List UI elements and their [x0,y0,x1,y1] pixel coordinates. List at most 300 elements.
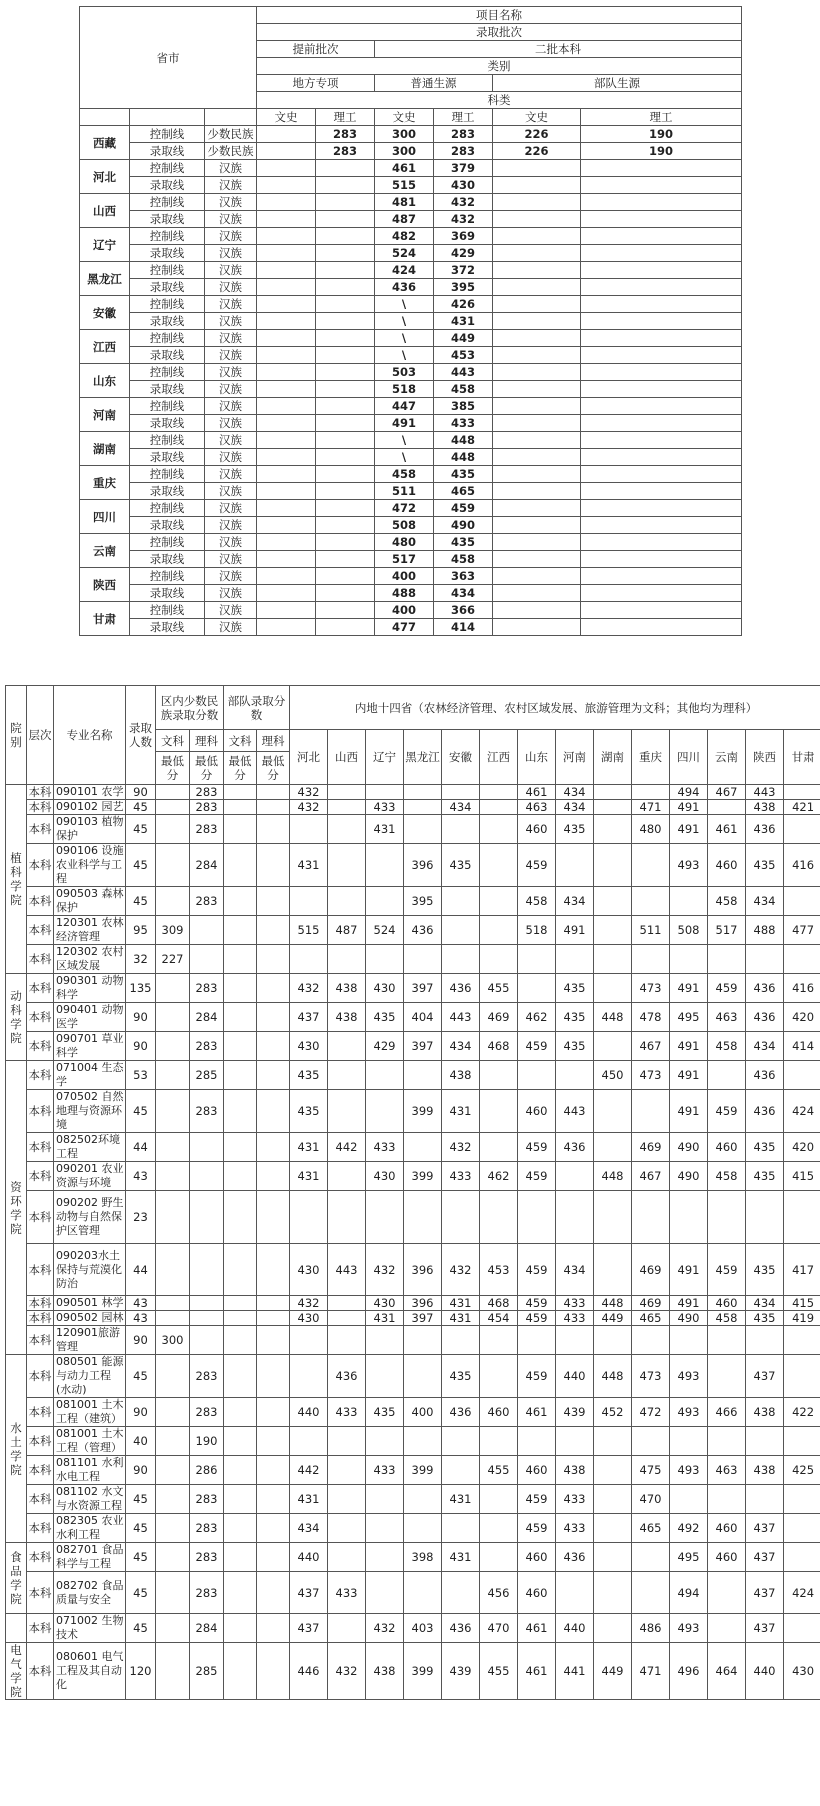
header-military: 部队生源 [493,75,742,92]
line-type: 控制线 [130,568,205,585]
score-cell [632,1326,670,1355]
score-cell [156,1355,190,1398]
line-type: 录取线 [130,585,205,602]
score-cell: 422 [784,1398,820,1427]
major-scores-table [5,685,820,1700]
level-cell: 本科 [27,1003,54,1032]
province-name: 山西 [80,194,130,228]
ethnicity: 汉族 [205,194,257,211]
ethnicity: 汉族 [205,432,257,449]
score-cell [594,1090,632,1133]
header-province: 陕西 [746,730,784,785]
score-cell [257,1614,290,1643]
score-cell [224,1191,257,1244]
level-cell: 本科 [27,1191,54,1244]
score-cell: 283 [316,126,375,143]
score-cell [784,1485,820,1514]
score-cell: 438 [328,974,366,1003]
score-cell [594,916,632,945]
province-name: 江西 [80,330,130,364]
score-cell [404,815,442,844]
line-type: 录取线 [130,517,205,534]
score-cell: 442 [290,1456,328,1485]
major-row [6,945,820,974]
level-cell: 本科 [27,1572,54,1614]
score-cell: 438 [328,1003,366,1032]
score-cell: 443 [434,364,493,381]
score-cell [493,296,581,313]
score-cell: 434 [556,887,594,916]
score-cell: 524 [375,245,434,262]
score-cell [746,1427,784,1456]
enroll-count: 53 [126,1061,156,1090]
score-cell: 465 [434,483,493,500]
score-cell: 432 [290,785,328,800]
score-cell [316,228,375,245]
score-cell: 469 [632,1133,670,1162]
score-cell [632,785,670,800]
score-cell: 435 [556,974,594,1003]
level-cell: 本科 [28,1311,52,1325]
score-cell [493,364,581,381]
major-row [6,974,820,1003]
score-cell: 461 [708,815,746,844]
level-cell: 本科 [27,1543,54,1572]
score-cell [493,500,581,517]
score-cell: 436 [556,1543,594,1572]
score-cell [480,1191,518,1244]
score-cell: 458 [708,1311,746,1326]
score-cell [493,262,581,279]
major-name: 081101 水利水电工程 [54,1456,126,1485]
score-cell [784,815,820,844]
score-cell: 434 [290,1514,328,1543]
score-cell [518,1326,556,1355]
score-cell [493,347,581,364]
line-type: 控制线 [130,602,205,619]
major-name: 090101 农学 [54,785,126,800]
score-cell [366,1427,404,1456]
level-cell: 本科 [27,1398,54,1427]
score-cell: 460 [518,1090,556,1133]
score-cell [257,313,316,330]
ethnicity: 汉族 [205,279,257,296]
score-cell [518,1191,556,1244]
major-row [6,785,820,800]
major-name: 082305 农业水利工程 [54,1514,126,1543]
score-cell [257,1326,290,1355]
score-cell [316,262,375,279]
score-cell [156,1427,190,1456]
score-cell: 467 [708,785,746,800]
score-cell: 448 [434,432,493,449]
major-row [6,887,820,916]
score-cell: 453 [480,1244,518,1296]
score-cell [518,1061,556,1090]
header-second-batch: 二批本科 [375,41,742,58]
score-cell [316,347,375,364]
score-cell [190,1296,224,1311]
score-cell [518,1427,556,1456]
score-cell [328,844,366,887]
score-cell [581,534,742,551]
score-cell: 396 [404,1296,442,1311]
score-cell [316,177,375,194]
score-cell: 396 [404,1244,442,1296]
score-cell: 397 [404,1032,442,1061]
score-cell: 430 [290,1244,328,1296]
score-cell [257,500,316,517]
score-cell [224,1485,257,1514]
score-cell [290,887,328,916]
score-cell: 449 [594,1643,632,1700]
score-cell: 400 [375,602,434,619]
score-cell [257,1296,290,1311]
score-cell: 470 [480,1614,518,1643]
province-row [80,194,742,211]
province-name: 湖南 [80,432,130,466]
level-cell: 本科 [27,815,54,844]
major-name: 120302 农村区域发展 [54,945,126,974]
ethnicity: 汉族 [205,296,257,313]
score-cell [224,1162,257,1191]
score-cell: \ [375,313,434,330]
score-cell [442,1326,480,1355]
province-row [80,313,742,330]
score-cell: 434 [556,1244,594,1296]
score-cell: 469 [480,1003,518,1032]
score-cell [594,844,632,887]
score-cell [493,245,581,262]
score-cell: 438 [746,1398,784,1427]
score-cell: 475 [632,1456,670,1485]
score-cell: 459 [518,1296,556,1311]
college-name: 资环学院 [6,1061,27,1355]
score-cell [257,1133,290,1162]
score-cell [328,1456,366,1485]
score-cell [224,1032,257,1061]
score-cell: 491 [670,815,708,844]
score-cell [224,974,257,1003]
score-cell: 435 [434,466,493,483]
header-enroll: 录取人数 [126,686,156,785]
ethnicity: 汉族 [205,313,257,330]
score-cell: 496 [670,1643,708,1700]
province-row [80,143,742,160]
ethnicity: 少数民族 [205,126,257,143]
score-cell: 493 [670,1614,708,1643]
score-cell: 524 [366,916,404,945]
score-cell [156,815,190,844]
score-cell: 459 [518,1162,556,1191]
score-cell: 438 [746,1456,784,1485]
header-early-batch: 提前批次 [257,41,375,58]
major-row [6,1456,820,1485]
score-cell [316,551,375,568]
score-cell: 440 [746,1643,784,1700]
score-cell [594,1514,632,1543]
header-province: 山西 [328,730,366,785]
score-cell: 430 [366,974,404,1003]
score-cell [632,1090,670,1133]
enroll-count: 95 [126,916,156,945]
province-row [80,211,742,228]
score-cell: 486 [632,1614,670,1643]
score-cell [493,517,581,534]
score-cell [190,1162,224,1191]
enroll-count: 120 [126,1643,156,1700]
score-cell: 397 [404,1311,442,1326]
score-cell: 431 [290,1162,328,1191]
ethnicity: 汉族 [205,398,257,415]
major-name: 082502环境工程 [54,1133,126,1162]
score-cell [632,887,670,916]
score-cell [670,887,708,916]
score-cell [224,1643,257,1700]
major-name: 090102 园艺 [54,800,126,815]
score-cell: 466 [708,1398,746,1427]
score-cell [257,1090,290,1133]
score-cell [257,800,290,815]
score-cell [257,228,316,245]
score-cell [404,800,442,815]
ethnicity: 汉族 [205,568,257,585]
score-cell: 458 [434,381,493,398]
score-cell [670,1326,708,1355]
score-cell [316,398,375,415]
enroll-count: 45 [126,800,156,815]
score-cell [156,1514,190,1543]
score-cell [190,916,224,945]
score-cell [784,1543,820,1572]
score-cell: 473 [632,974,670,1003]
province-row [80,398,742,415]
score-cell: 432 [290,1296,328,1311]
province-name: 四川 [80,500,130,534]
score-cell [581,415,742,432]
score-cell: 437 [746,1355,784,1398]
level-cell: 本科 [27,1355,54,1398]
score-cell [493,534,581,551]
score-cell [328,1326,366,1355]
header-province: 山东 [518,730,556,785]
header-province: 河北 [290,730,328,785]
score-cell: 433 [556,1311,594,1326]
score-cell [316,364,375,381]
score-cell: 462 [480,1162,518,1191]
major-row [6,1643,820,1700]
score-cell [257,1244,290,1296]
score-cell: 491 [556,916,594,945]
score-cell [366,1355,404,1398]
score-cell [670,1427,708,1456]
score-cell [480,1543,518,1572]
header-min-score: 最低分 [190,752,224,785]
enroll-count: 45 [126,1090,156,1133]
score-cell [156,1572,190,1614]
enroll-count: 23 [126,1191,156,1244]
score-cell: 434 [556,800,594,815]
score-cell: 300 [375,126,434,143]
score-cell: 400 [404,1398,442,1427]
province-row [80,245,742,262]
score-cell [518,974,556,1003]
score-cell: 461 [518,1398,556,1427]
score-cell: 430 [290,1311,328,1326]
score-cell: 415 [784,1162,820,1191]
score-cell: 467 [632,1032,670,1061]
score-cell: 417 [784,1244,820,1296]
score-cell [257,1456,290,1485]
score-cell [316,517,375,534]
major-name: 090203水土保持与荒漠化防治 [54,1244,126,1296]
score-cell [257,262,316,279]
score-cell [257,916,290,945]
score-cell [316,381,375,398]
score-cell [366,1514,404,1543]
score-cell: 398 [404,1543,442,1572]
header-minority: 区内少数民族录取分数 [156,686,224,730]
score-cell [257,619,316,636]
score-cell: 436 [746,1090,784,1133]
score-cell [480,1061,518,1090]
score-cell: 437 [746,1614,784,1643]
enroll-count: 45 [126,815,156,844]
province-name: 安徽 [80,296,130,330]
score-cell: 436 [442,1614,480,1643]
score-cell [156,1614,190,1643]
score-cell: 415 [784,1296,820,1311]
score-cell [366,887,404,916]
province-name: 陕西 [80,568,130,602]
score-cell: 461 [518,1643,556,1700]
score-cell: 459 [518,1032,556,1061]
line-type: 控制线 [130,432,205,449]
score-cell [556,1326,594,1355]
score-cell [708,945,746,974]
score-cell: 491 [375,415,434,432]
score-cell: 283 [434,126,493,143]
score-cell: 414 [784,1032,820,1061]
score-cell: 226 [493,143,581,160]
score-cell: 460 [518,1572,556,1614]
score-cell [224,1398,257,1427]
ethnicity: 汉族 [205,415,257,432]
score-cell: 399 [404,1090,442,1133]
line-type: 控制线 [130,194,205,211]
ethnicity: 少数民族 [205,143,257,160]
score-cell [257,1311,290,1326]
score-cell: 283 [190,1090,224,1133]
score-cell: 460 [518,1543,556,1572]
score-cell: 490 [670,1133,708,1162]
major-name: 081001 土木工程（建筑） [54,1398,126,1427]
score-cell [257,1643,290,1700]
score-cell [366,1191,404,1244]
province-row [80,347,742,364]
province-row [80,177,742,194]
header-min-score: 最低分 [257,752,290,785]
province-row [80,160,742,177]
score-cell [581,364,742,381]
score-cell: 283 [190,815,224,844]
score-cell: 437 [290,1572,328,1614]
score-cell: 396 [404,844,442,887]
score-cell [404,1572,442,1614]
score-cell [480,916,518,945]
score-cell [493,415,581,432]
score-cell [224,945,257,974]
major-name: 090501 林学 [54,1296,126,1311]
score-cell [224,1090,257,1133]
ethnicity: 汉族 [205,364,257,381]
header-major: 专业名称 [54,686,126,785]
score-cell [328,1614,366,1643]
header-province: 云南 [708,730,746,785]
score-cell: 440 [556,1355,594,1398]
score-cell [594,1456,632,1485]
score-cell [156,1244,190,1296]
score-cell [316,160,375,177]
score-cell [257,887,290,916]
score-cell: 470 [632,1485,670,1514]
score-cell: 403 [404,1614,442,1643]
score-cell: 490 [434,517,493,534]
score-cell: 414 [434,619,493,636]
province-row [80,517,742,534]
college-name [6,1614,27,1643]
score-cell [257,602,316,619]
score-cell [442,785,480,800]
header-science: 理科 [257,730,290,752]
score-cell: \ [375,449,434,466]
major-row [6,844,820,887]
score-cell [493,381,581,398]
score-cell: 283 [190,887,224,916]
line-type: 录取线 [130,551,205,568]
score-cell [442,1191,480,1244]
score-cell: 460 [708,1514,746,1543]
ethnicity: 汉族 [205,534,257,551]
score-cell: 503 [375,364,434,381]
score-cell [224,815,257,844]
score-cell [746,945,784,974]
major-row [6,1032,820,1061]
score-cell [257,211,316,228]
score-cell: 432 [434,194,493,211]
score-cell: 448 [594,1355,632,1398]
score-cell [224,1326,257,1355]
score-cell [493,177,581,194]
score-cell: 434 [434,585,493,602]
province-row [80,568,742,585]
score-cell [594,1572,632,1614]
level-cell: 本科 [27,916,54,945]
score-cell: 399 [404,1456,442,1485]
major-row [6,916,820,945]
score-cell [257,398,316,415]
header-military: 部队录取分数 [224,686,290,730]
score-cell: 482 [375,228,434,245]
score-cell [156,844,190,887]
major-name: 090701 草业科学 [54,1032,126,1061]
header-science: 理科 [190,730,224,752]
header-subject: 科类 [257,92,742,109]
score-cell [366,844,404,887]
score-cell: 432 [328,1643,366,1700]
score-cell: 283 [190,1355,224,1398]
score-cell [594,1133,632,1162]
